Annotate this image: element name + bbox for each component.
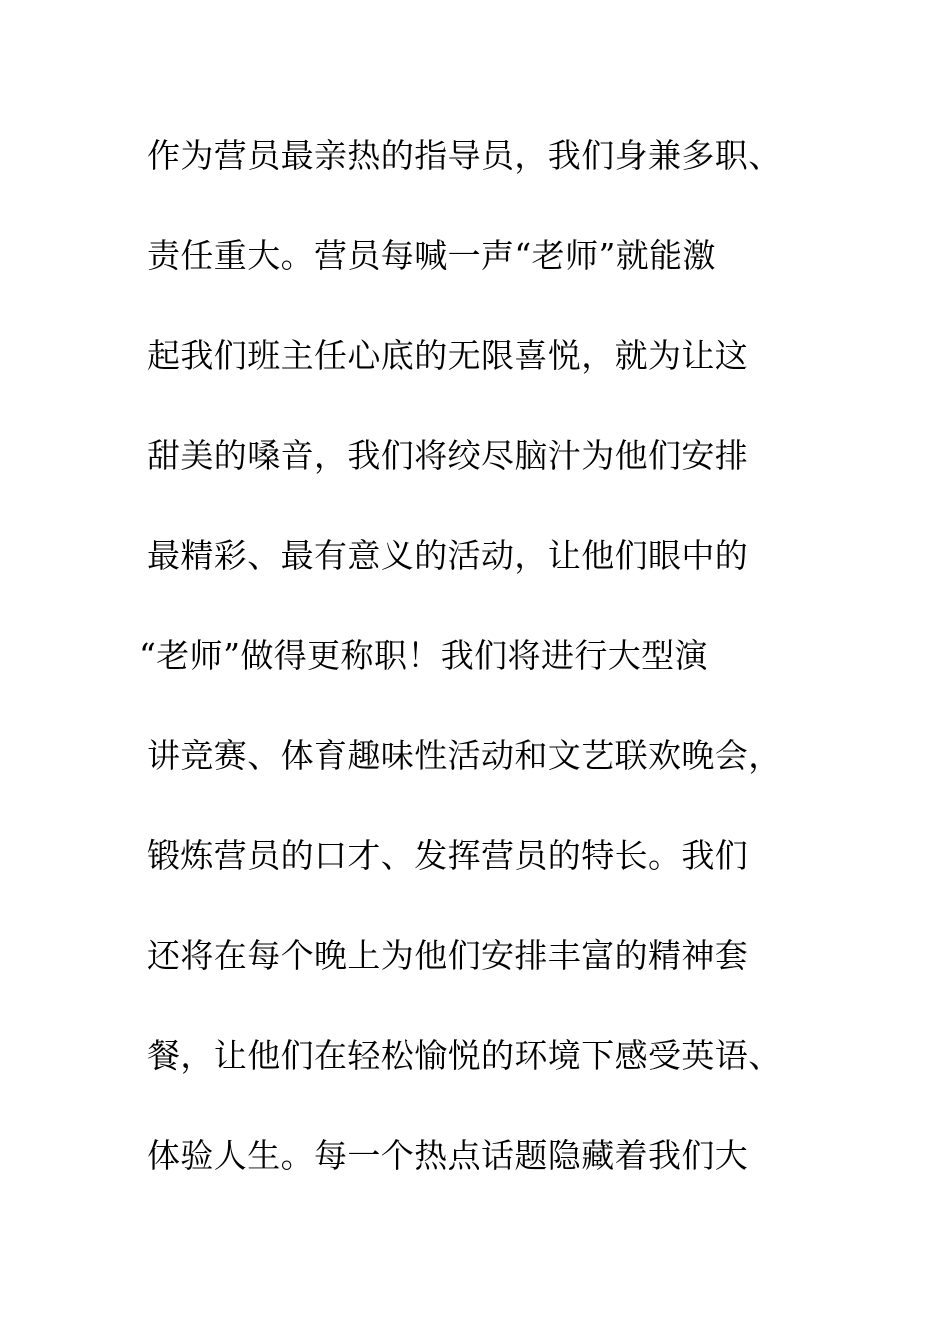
text-line: 起我们班主任心底的无限喜悦，就为让这 <box>147 336 749 375</box>
text-line: 甜美的嗓音，我们将绞尽脑汁为他们安排 <box>147 436 749 475</box>
text-line: 作为营员最亲热的指导员，我们身兼多职、 <box>147 136 782 175</box>
text-line: 讲竞赛、体育趣味性活动和文艺联欢晚会， <box>147 736 782 775</box>
text-line: “老师”做得更称职！我们将进行大型演 <box>139 636 708 675</box>
text-line: 最精彩、最有意义的活动，让他们眼中的 <box>147 536 749 575</box>
text-line: 锻炼营员的口才、发挥营员的特长。我们 <box>147 836 749 875</box>
text-line: 还将在每个晚上为他们安排丰富的精神套 <box>147 936 749 975</box>
text-line: 餐，让他们在轻松愉悦的环境下感受英语、 <box>147 1036 782 1075</box>
text-line: 责任重大。营员每喊一声“老师”就能激 <box>147 236 716 275</box>
text-line: 体验人生。每一个热点话题隐藏着我们大 <box>147 1136 749 1175</box>
body-paragraph <box>139 123 847 1223</box>
